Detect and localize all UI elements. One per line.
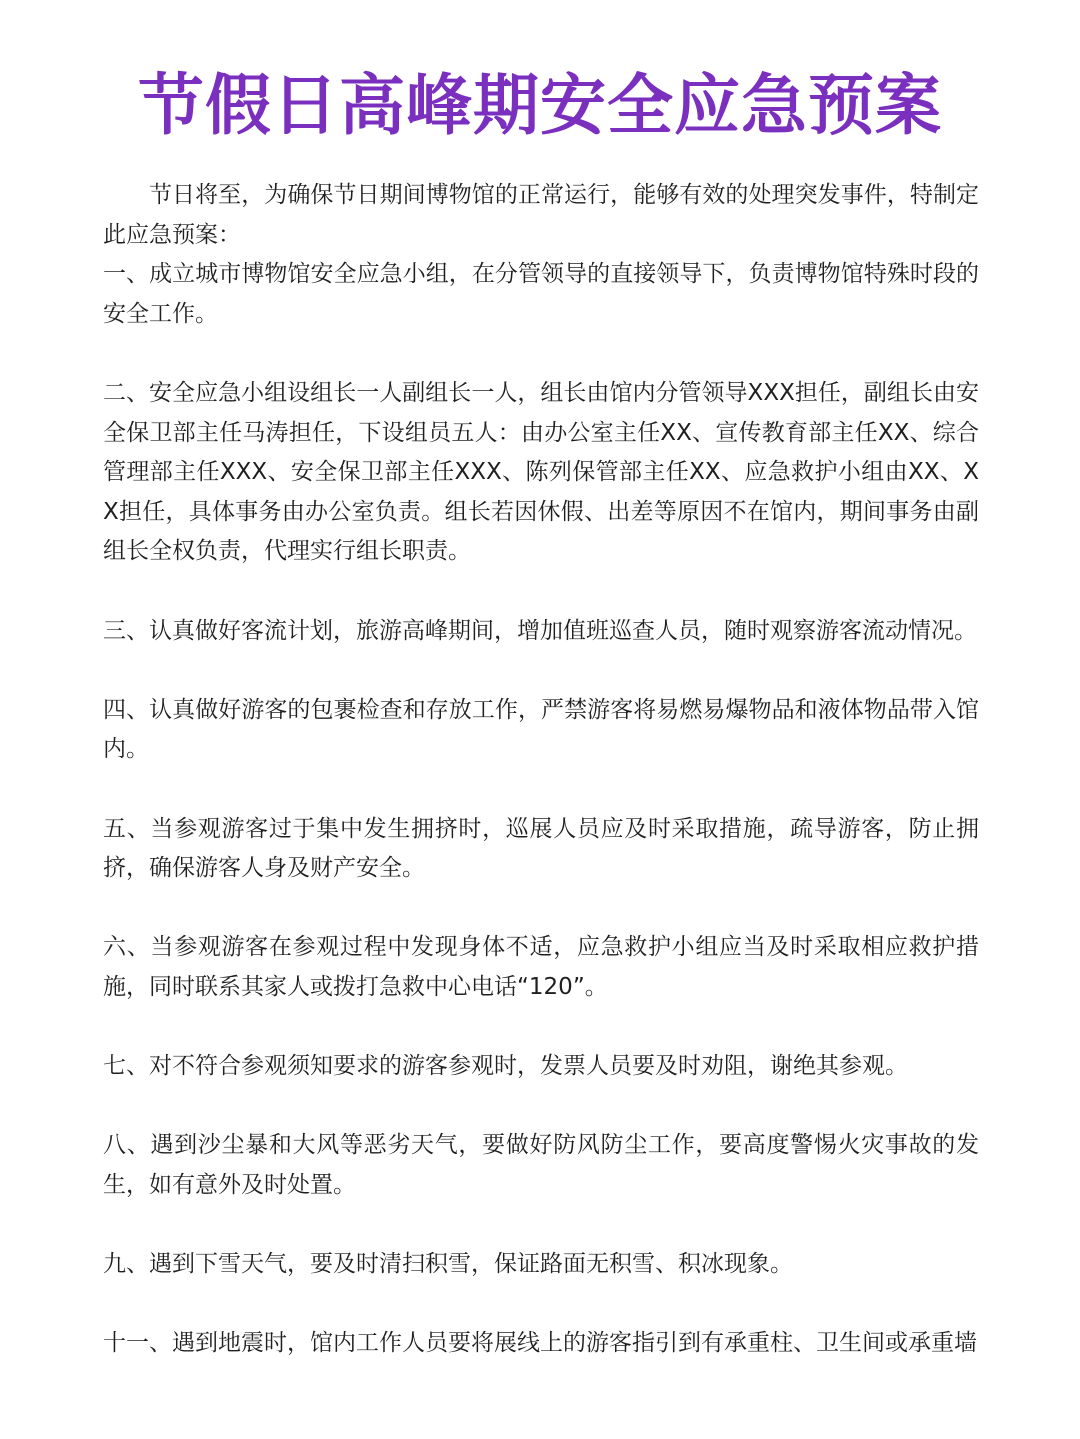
item-6-paragraph: 六、当参观游客在参观过程中发现身体不适，应急救护小组应当及时采取相应救护措施，同时联系其家人或拨打急救中心电话“120”。 bbox=[103, 934, 979, 1000]
item-3-paragraph: 三、认真做好客流计划，旅游高峰期间，增加值班巡查人员，随时观察游客流动情况。 bbox=[103, 617, 977, 644]
item-8-paragraph: 八、遇到沙尘暴和大风等恶劣天气，要做好防风防尘工作，要高度警惕火灾事故的发生，如有意外及时处置。 bbox=[103, 1132, 979, 1198]
item-5-paragraph: 五、当参观游客过于集中发生拥挤时，巡展人员应及时采取措施，疏导游客，防止拥挤，确保游客人身及财产安全。 bbox=[103, 815, 979, 882]
item-7-paragraph: 七、对不符合参观须知要求的游客参观时，发票人员要及时劝阻，谢绝其参观。 bbox=[103, 1053, 908, 1080]
document-title: 节假日高峰期安全应急预案 bbox=[138, 67, 942, 144]
item-11-paragraph: 十一、遇到地震时，馆内工作人员要将展线上的游客指引到有承重柱、卫生间或承重墙 bbox=[103, 1330, 977, 1357]
item-9-paragraph: 九、遇到下雪天气，要及时清扫积雪，保证路面无积雪、积冰现象。 bbox=[103, 1251, 793, 1278]
intro-paragraph: 节日将至，为确保节日期间博物馆的正常运行，能够有效的处理突发事件，特制定此应急预案： bbox=[103, 182, 979, 248]
item-1-paragraph: 一、成立城市博物馆安全应急小组，在分管领导的直接领导下，负责博物馆特殊时段的安全工作。 bbox=[103, 261, 979, 327]
item-2-paragraph: 二、安全应急小组设组长一人副组长一人，组长由馆内分管领导XXX担任，副组长由安全保卫部主任马涛担任，下设组员五人：由办公室主任XX、宣传教育部主任XX、综合管理部主任XXX、安全保卫部主任XXX、陈列保管部主任XX、应急救护小组由XX、XX担任，具体事务由办公室负责。组长若因休假、出差等原因不在馆内，期间事务由副组长全权负责，代理实行组长职责。 bbox=[103, 379, 979, 565]
item-4-paragraph: 四、认真做好游客的包裹检查和存放工作，严禁游客将易燃易爆物品和液体物品带入馆内。 bbox=[103, 696, 979, 763]
document-body bbox=[103, 176, 979, 1364]
